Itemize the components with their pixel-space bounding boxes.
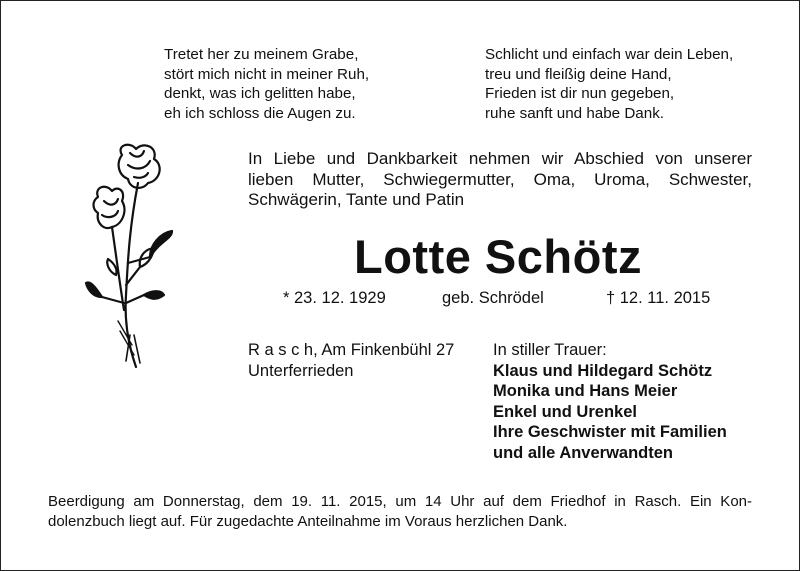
death-date: † 12. 11. 2015 bbox=[606, 289, 711, 307]
footer-line: dolenzbuch liegt auf. Für zugedachte Anteilnahme im Voraus herzlichen Dank. bbox=[48, 512, 568, 530]
poem-right bbox=[485, 45, 733, 123]
poem-line: treu und fleißig deine Hand, bbox=[485, 65, 672, 83]
address-line: R a s c h, Am Finkenbühl 27 bbox=[248, 341, 455, 359]
mourner-name: Ihre Geschwister mit Familien bbox=[493, 423, 727, 441]
mourner-name: Klaus und Hildegard Schötz bbox=[493, 361, 713, 380]
rose-icon bbox=[60, 135, 180, 375]
intro-text bbox=[248, 149, 752, 211]
footer-line: Beerdigung am Donnerstag, dem 19. 11. 2015, um 14 Uhr auf dem Friedhof in Rasch. Ein Kon- bbox=[48, 493, 752, 510]
deceased-name: Lotte Schötz bbox=[354, 230, 642, 283]
mourner-name: und alle Anverwandten bbox=[493, 443, 674, 462]
mourner-name: Monika und Hans Meier bbox=[493, 382, 678, 400]
poem-line: ruhe sanft und habe Dank. bbox=[485, 104, 665, 122]
poem-line: Tretet her zu meinem Grabe, bbox=[164, 46, 359, 63]
address-line: Unterferrieden bbox=[248, 361, 354, 380]
poem-line: eh ich schloss die Augen zu. bbox=[164, 104, 356, 122]
birth-date: * 23. 12. 1929 bbox=[283, 289, 386, 307]
mourners-heading: In stiller Trauer: bbox=[493, 341, 607, 359]
poem-left bbox=[164, 45, 369, 123]
mourners-block bbox=[493, 340, 727, 463]
poem-line: Schlicht und einfach war dein Leben, bbox=[485, 46, 734, 63]
maiden-name: geb. Schrödel bbox=[442, 289, 544, 307]
poem-line: Frieden ist dir nun gegeben, bbox=[485, 85, 675, 103]
mourner-name: Enkel und Urenkel bbox=[493, 402, 637, 421]
address-block bbox=[248, 340, 454, 381]
poem-line: stört mich nicht in meiner Ruh, bbox=[164, 65, 370, 83]
intro-line: Schwägerin, Tante und Patin bbox=[248, 190, 465, 209]
intro-line: lieben Mutter, Schwiegermutter, Oma, Uroma, Schwester, bbox=[248, 169, 752, 189]
intro-line: In Liebe und Dankbarkeit nehmen wir Abschied von unserer bbox=[248, 149, 752, 168]
funeral-info bbox=[48, 492, 752, 531]
poem-line: denkt, was ich gelitten habe, bbox=[164, 85, 356, 103]
